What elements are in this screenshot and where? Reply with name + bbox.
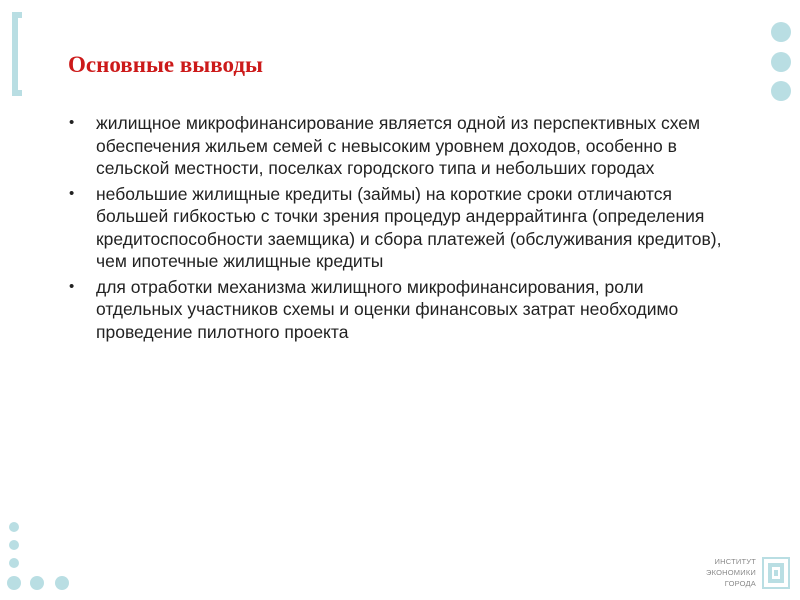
slide-title: Основные выводы bbox=[68, 52, 263, 77]
bullet-marker: • bbox=[69, 277, 75, 295]
list-item bbox=[67, 112, 727, 180]
logo-line: ЭКОНОМИКИ bbox=[706, 568, 756, 577]
bullet-marker: • bbox=[69, 114, 75, 131]
bullet-text: жилищное микрофинансирование является одной из перспективных схем обеспечения жильем семей с невысоким уровнем доходов, особенно в сельской местности, поселках городского типа и небольших городах bbox=[96, 113, 701, 178]
decorative-dot bbox=[9, 522, 19, 532]
bullet-list bbox=[67, 112, 727, 346]
bullet-marker: • bbox=[69, 184, 75, 202]
decorative-dot bbox=[9, 558, 19, 568]
decorative-dot bbox=[9, 540, 19, 550]
decorative-dot bbox=[771, 52, 791, 72]
logo-mark-icon bbox=[762, 557, 790, 589]
logo-text bbox=[706, 556, 756, 589]
institute-logo bbox=[700, 556, 790, 592]
bullet-text: для отработки механизма жилищного микрофинансирования, роли отдельных участников схемы и оценки финансовых затрат необходимо проведение пилотного проекта bbox=[96, 276, 679, 342]
bullet-text: небольшие жилищные кредиты (займы) на короткие сроки отличаются большей гибкостью с точки зрения процедур андеррайтинга (определения кредитоспособности заемщика) и сбора платежей (обслуживания кредитов), чем ипотечные жилищные кредиты bbox=[96, 183, 722, 271]
logo-line: ИНСТИТУТ bbox=[714, 557, 756, 566]
decorative-bracket bbox=[12, 12, 22, 96]
decorative-dot bbox=[7, 576, 21, 590]
decorative-dot bbox=[771, 22, 791, 42]
list-item bbox=[67, 183, 727, 273]
decorative-dot bbox=[30, 576, 44, 590]
decorative-dot bbox=[55, 576, 69, 590]
list-item bbox=[67, 276, 727, 344]
decorative-dot bbox=[771, 81, 791, 101]
logo-line: ГОРОДА bbox=[724, 579, 756, 588]
